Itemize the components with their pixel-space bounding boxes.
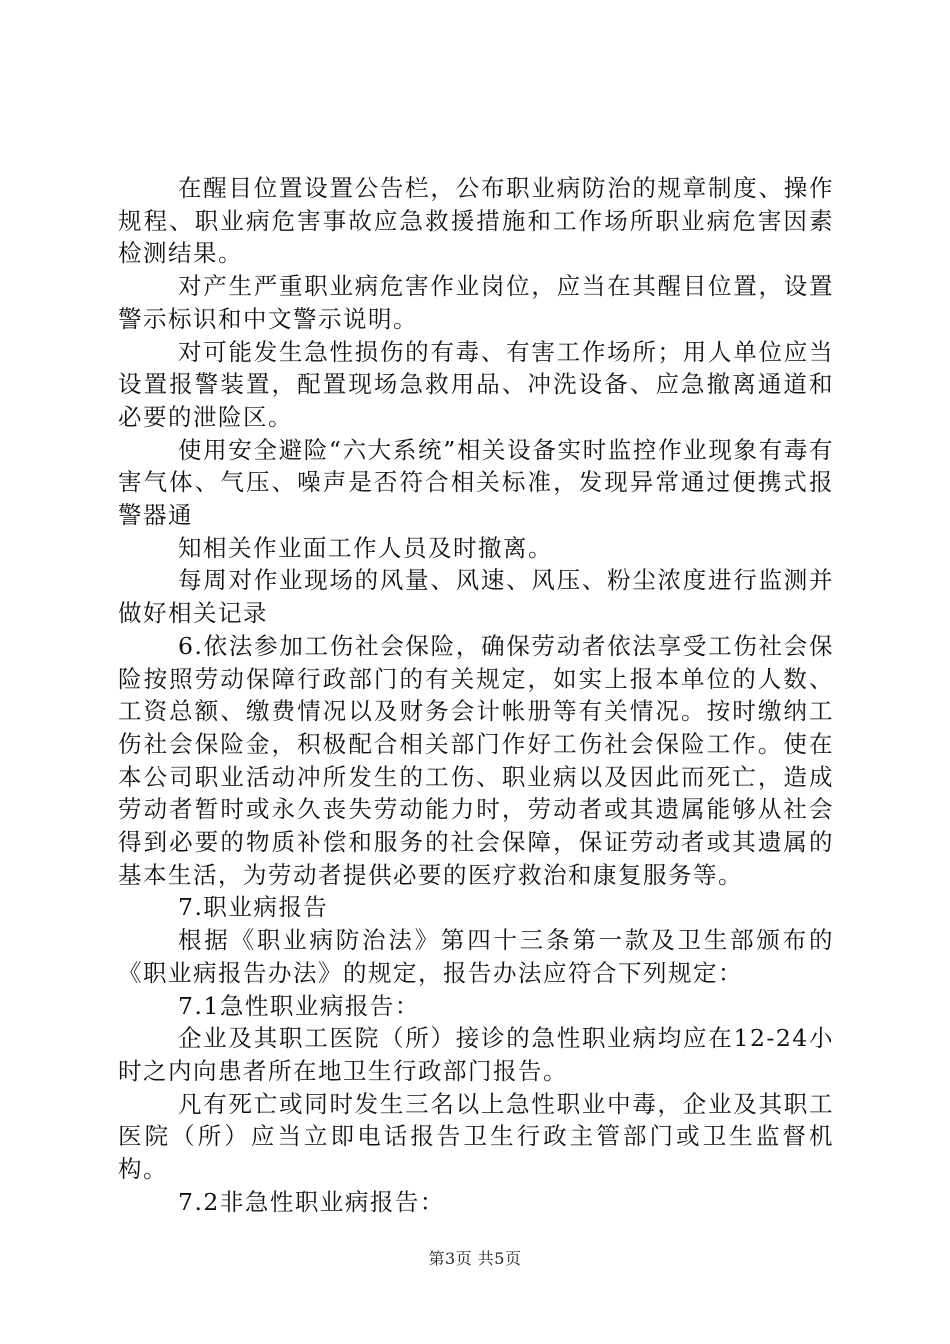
paragraph-immediate-phone-report: 凡有死亡或同时发生三名以上急性职业中毒，企业及其职工医院（所）应当立即电话报告卫生行政主管部门或卫生监督机构。	[118, 1089, 834, 1184]
paragraph-bulletin-board: 在醒目位置设置公告栏，公布职业病防治的规章制度、操作规程、职业病危害事故应急救援措施和工作场所职业病危害因素检测结果。	[118, 174, 834, 268]
section-heading-disease-report: 7.职业病报告	[178, 893, 329, 922]
paragraph-evacuate: 知相关作业面工作人员及时撤离。	[178, 533, 553, 562]
document-body	[118, 172, 834, 1219]
page-number-footer: 第3页 共5页	[428, 1249, 522, 1268]
paragraph-six-systems: 使用安全避险“六大系统”相关设备实时监控作业现象有毒有害气体、气压、噪声是否符合相关标准，发现异常通过便携式报警器通	[118, 435, 834, 530]
subsection-heading-non-acute-report: 7.2非急性职业病报告：	[178, 1187, 445, 1216]
paragraph-weekly-monitoring: 每周对作业现场的风量、风速、风压、粉尘浓度进行监测并做好相关记录	[118, 566, 834, 628]
paragraph-injury-insurance: 6.依法参加工伤社会保险，确保劳动者依法享受工伤社会保险按照劳动保障行政部门的有关规定，如实上报本单位的人数、工资总额、缴费情况以及财务会计帐册等有关情况。按时缴纳工伤社会保险金，积极配合相关部门作好工伤社会保险工作。使在本公司职业活动冲所发生的工伤、职业病以及因此而死亡，造成劳动者暂时或永久丧失劳动能力时，劳动者或其遗属能够从社会得到必要的物质补偿和服务的社会保障，保证劳动者或其遗属的基本生活，为劳动者提供必要的医疗救治和康复服务等。	[118, 631, 834, 889]
paragraph-warning-signs: 对产生严重职业病危害作业岗位，应当在其醒目位置，设置警示标识和中文警示说明。	[118, 272, 834, 333]
subsection-heading-acute-report: 7.1急性职业病报告：	[178, 991, 420, 1020]
paragraph-acute-report-deadline: 企业及其职工医院（所）接诊的急性职业病均应在12-24小时之内向患者所在地卫生行政部门报告。	[118, 1024, 834, 1085]
paragraph-legal-basis: 根据《职业病防治法》第四十三条第一款及卫生部颁布的《职业病报告办法》的规定，报告办法应符合下列规定：	[118, 926, 834, 987]
paragraph-alarm-devices: 对可能发生急性损伤的有毒、有害工作场所；用人单位应当设置报警装置，配置现场急救用品、冲洗设备、应急撤离通道和必要的泄险区。	[118, 337, 834, 431]
